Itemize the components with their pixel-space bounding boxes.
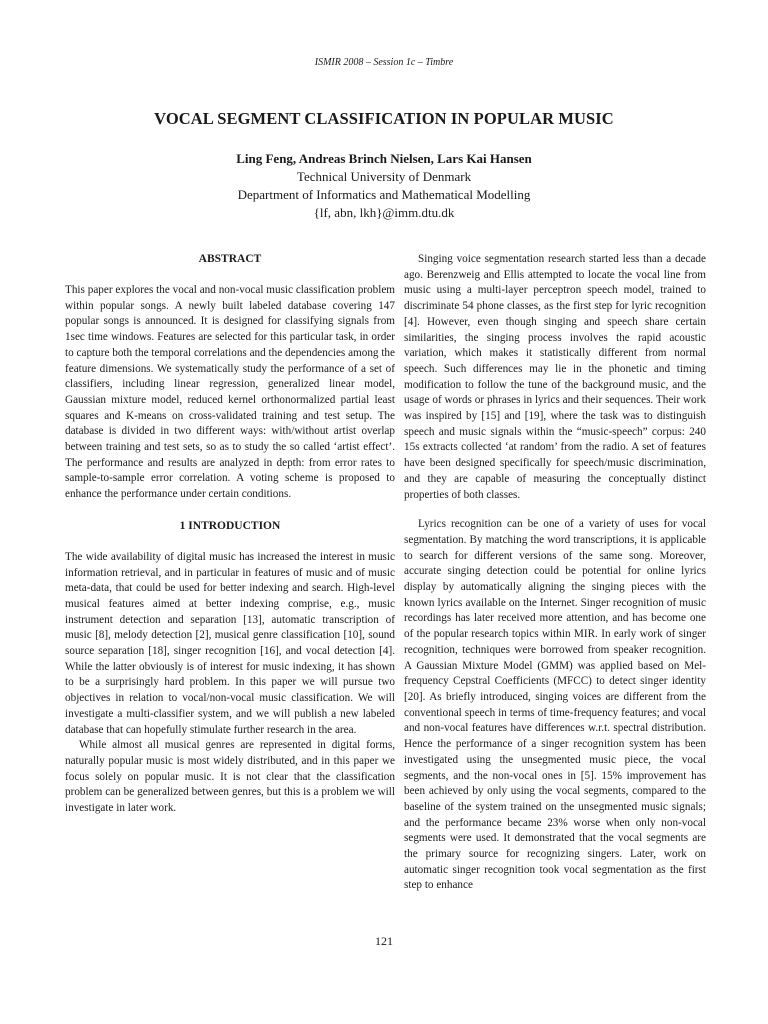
right-column <box>404 252 706 894</box>
introduction-paragraph-1: The wide availability of digital music has increased the interest in music information retrieval, and in particular in features of music and of music meta-data, that could be used for better indexing and search. High-level musical features aimed at better indexing comprise, e.g., music instrument detection and separation [13], automatic transcription of music [8], melody detection [2], musical genre classification [10], sound source separation [18], singer recognition [16], and vocal detection [4]. While the latter obviously is of interest for music indexing, it has shown to be a surprisingly hard problem. In this paper we will pursue two objectives in relation to vocal/non-vocal music classification. We will investigate a multi-classifier system, and we will publish a new labeled database that can hopefully stimulate further research in the area. <box>65 550 395 736</box>
abstract-text: This paper explores the vocal and non-vocal music classification problem within popular songs. A newly built labeled database covering 147 popular songs is announced. It is designed for classifying signals from 1sec time windows. Features are selected for this particular task, in order to capture both the temporal correlations and the dependencies among the feature dimensions. We systematically study the performance of a set of classifiers, including linear regression, generalized linear model, Gaussian mixture model, reduced kernel orthonormalized partial least squares and K-means on cross-validated training and test setup. The database is divided in two different ways: with/without artist overlap between training and test sets, so as to study the so called ‘artist effect’. The performance and results are analyzed in depth: from error rates to sample-to-sample error correlation. A voting scheme is proposed to enhance the performance under certain conditions. <box>65 284 395 501</box>
author-names: Ling Feng, Andreas Brinch Nielsen, Lars Kai Hansen <box>236 151 532 166</box>
introduction-heading: 1 INTRODUCTION <box>179 519 281 532</box>
running-header: ISMIR 2008 – Session 1c – Timbre <box>314 57 454 68</box>
right-paragraph-2: Lyrics recognition can be one of a variety of uses for vocal segmentation. By matching the word transcriptions, it is applicable to search for different versions of the same song. Moreover, accurate singing detection could be potential for online lyrics display by automatically aligning the singing pieces with the known lyrics available on the Internet. Singer recognition of music recordings has later received more attention, and has become one of the popular research topics within MIR. In early work of singer recognition, techniques were borrowed from speaker recognition. A Gaussian Mixture Model (GMM) was applied based on Mel-frequency Cepstral Coefficients (MFCC) to detect singer identity [20]. As briefly introduced, singing voices are different from the conventional speech in terms of time-frequency features; and vocal and non-vocal features have differences w.r.t. spectral distribution. Hence the performance of a singer recognition system has been investigated using the unsegmented music piece, the vocal segments, and the non-vocal ones in [5]. 15% improvement has been achieved by only using the vocal segments, compared to the baseline of the system trained on the unsegmented music signals; and the performance became 23% worse when only non-vocal segments were used. It demonstrated that the vocal segments are the primary source for recognizing singers. Later, work on automatic singer recognition took vocal segmentation as the first step to enhance <box>404 518 706 892</box>
introduction-paragraph-2: While almost all musical genres are represented in digital forms, naturally popular music is most widely distributed, and in this paper we focus solely on popular music. It is not clear that the classification problem can be generalized between genres, but this is a problem we will investigate in later work. <box>65 739 395 815</box>
author-block <box>0 150 768 222</box>
abstract-heading: ABSTRACT <box>198 253 262 265</box>
affiliation-university: Technical University of Denmark <box>296 169 472 184</box>
right-paragraph-1: Singing voice segmentation research started less than a decade ago. Berenzweig and Ellis attempted to locate the vocal line from music using a multi-layer perceptron speech model, trained to discriminate 54 phone classes, as the first step for lyric recognition [4]. However, even though singing and speech share certain similarities, the singing process involves the rapid acoustic variation, which makes it statistically different from normal speech. Such differences may lie in the phonetic and timing modification to follow the tune of the background music, and the usage of words or phrases in lyrics and their sequences. Their work was inspired by [15] and [19], where the task was to distinguish speech and music signals within the “music-speech” corpus: 240 15s extracts collected ‘at random’ from the radio. A set of features have been designed specifically for speech/music discrimination, and they are capable of measuring the conceptually distinct properties of both classes. <box>404 253 706 501</box>
author-emails: {lf, abn, lkh}@imm.dtu.dk <box>313 205 455 220</box>
left-column <box>65 252 395 817</box>
page-number: 121 <box>375 934 393 948</box>
paper-title: VOCAL SEGMENT CLASSIFICATION IN POPULAR MUSIC <box>154 109 614 128</box>
affiliation-department: Department of Informatics and Mathematical Modelling <box>237 187 531 202</box>
